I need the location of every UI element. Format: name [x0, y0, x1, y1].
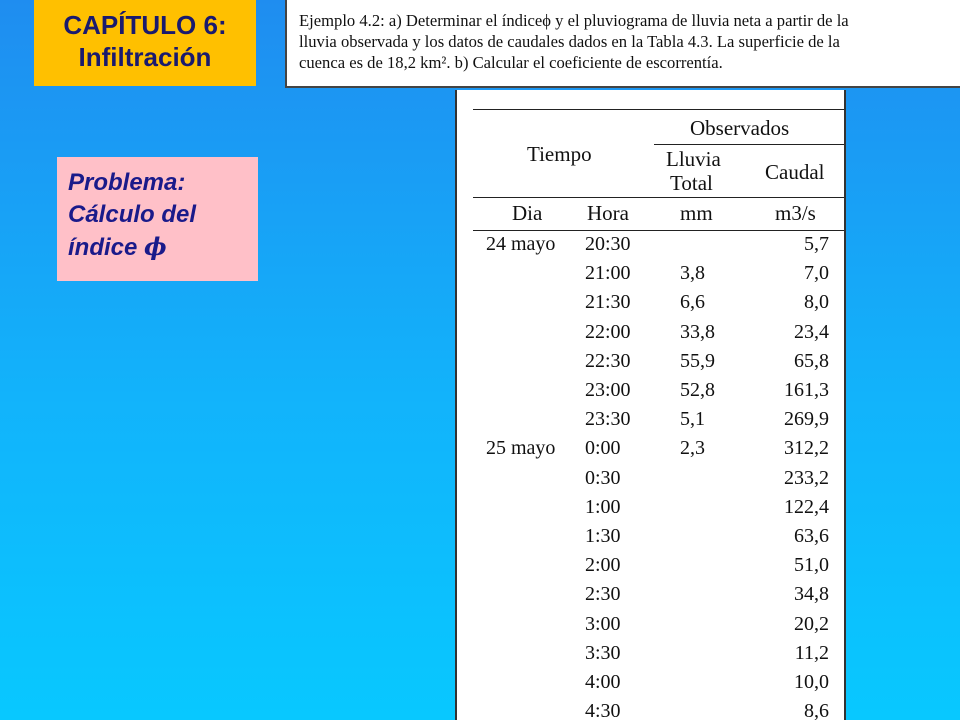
header-hora: Hora [587, 201, 629, 225]
cell-hora: 1:30 [585, 525, 621, 547]
header-total: Total [670, 171, 713, 195]
cell-caudal: 65,8 [794, 350, 829, 372]
statement-line-1: Ejemplo 4.2: a) Determinar el índiceϕ y el pluviograma de lluvia neta a partir de la [299, 11, 849, 30]
cell-caudal: 10,0 [794, 671, 829, 693]
cell-caudal: 23,4 [794, 321, 829, 343]
cell-hora: 1:00 [585, 496, 621, 518]
header-dia: Dia [512, 201, 543, 225]
cell-hora: 2:30 [585, 583, 621, 605]
header-mm: mm [680, 201, 713, 225]
cell-hora: 21:30 [585, 291, 631, 313]
header-tiempo: Tiempo [527, 142, 592, 166]
cell-lluvia: 5,1 [680, 408, 705, 430]
chapter-topic: Infiltración [78, 42, 212, 72]
cell-caudal: 11,2 [794, 642, 829, 664]
cell-lluvia: 6,6 [680, 291, 705, 313]
cell-caudal: 20,2 [794, 613, 829, 635]
statement-line-3: cuenca es de 18,2 km². b) Calcular el coeficiente de escorrentía. [299, 53, 723, 72]
cell-lluvia: 2,3 [680, 437, 705, 459]
cell-lluvia: 33,8 [680, 321, 715, 343]
cell-dia: 25 mayo [486, 437, 556, 459]
problem-subject: Cálculo del [68, 201, 197, 228]
cell-hora: 21:00 [585, 262, 631, 284]
cell-lluvia: 52,8 [680, 379, 715, 401]
cell-hora: 20:30 [585, 233, 631, 255]
cell-caudal: 51,0 [794, 554, 829, 576]
cell-lluvia: 3,8 [680, 262, 705, 284]
cell-hora: 23:30 [585, 408, 631, 430]
header-observados: Observados [690, 116, 790, 140]
observados-rule [654, 144, 844, 145]
cell-hora: 22:30 [585, 350, 631, 372]
cell-caudal: 63,6 [794, 525, 829, 547]
cell-hora: 3:00 [585, 613, 621, 635]
cell-caudal: 5,7 [804, 233, 829, 255]
header-mid-rule [473, 197, 844, 198]
cell-hora: 2:00 [585, 554, 621, 576]
phi-symbol: ϕ [144, 232, 167, 261]
cell-caudal: 122,4 [784, 496, 829, 518]
cell-hora: 4:30 [585, 700, 621, 720]
cell-caudal: 8,0 [804, 291, 829, 313]
statement-line-2: lluvia observada y los datos de caudales dados en la Tabla 4.3. La superficie de la [299, 32, 840, 51]
header-m3s: m3/s [775, 201, 816, 225]
cell-hora: 4:00 [585, 671, 621, 693]
cell-caudal: 34,8 [794, 583, 829, 605]
header-caudal: Caudal [765, 160, 825, 184]
table-top-rule [473, 109, 844, 110]
problem-index-line [68, 231, 258, 264]
problem-box [57, 157, 258, 281]
chapter-number: CAPÍTULO 6: [63, 10, 227, 40]
cell-caudal: 161,3 [784, 379, 829, 401]
cell-caudal: 7,0 [804, 262, 829, 284]
cell-caudal: 312,2 [784, 437, 829, 459]
data-table [455, 90, 846, 720]
header-lluvia: Lluvia [666, 147, 721, 171]
problem-index-text: índice [68, 234, 145, 261]
cell-caudal: 8,6 [804, 700, 829, 720]
cell-hora: 3:30 [585, 642, 621, 664]
cell-hora: 23:00 [585, 379, 631, 401]
cell-hora: 22:00 [585, 321, 631, 343]
cell-caudal: 233,2 [784, 467, 829, 489]
example-statement [285, 0, 960, 88]
cell-dia: 24 mayo [486, 233, 556, 255]
cell-hora: 0:00 [585, 437, 621, 459]
cell-lluvia: 55,9 [680, 350, 715, 372]
cell-caudal: 269,9 [784, 408, 829, 430]
chapter-title-box [34, 0, 256, 86]
cell-hora: 0:30 [585, 467, 621, 489]
problem-label: Problema: [68, 169, 186, 196]
